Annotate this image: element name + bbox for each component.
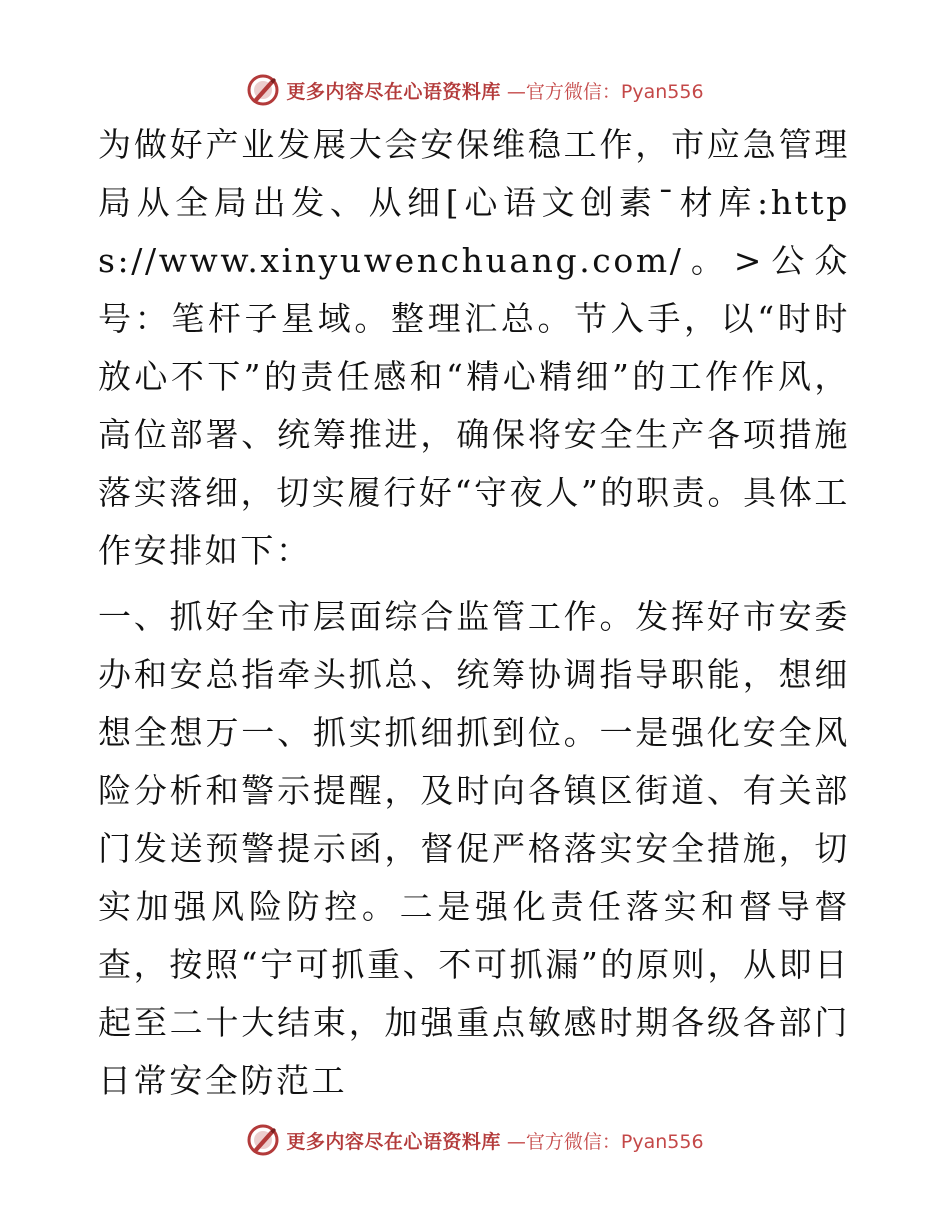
banner-brand-text: 更多内容尽在心语资料库 <box>286 1130 501 1153</box>
header-banner <box>0 70 950 110</box>
footer-banner <box>0 1120 950 1160</box>
paragraph-section-one: 一、抓好全市层面综合监管工作。发挥好市安委办和安总指牵头抓总、统筹协调指导职能，想细想全想万一、抓实抓细抓到位。一是强化安全风险分析和警示提醒，及时向各镇区街道、有关部门发送预警提示函，督促严格落实安全措施，切实加强风险防控。二是强化责任落实和督导督查，按照“宁可抓重、不可抓漏”的原则，从即日起至二十大结束，加强重点敏感时期各级各部门日常安全防范工 <box>98 597 850 1100</box>
seal-pen-logo-icon <box>246 73 280 107</box>
document-body <box>98 116 850 1110</box>
banner-contact-text: —官方微信：Pyan556 <box>506 1130 704 1153</box>
banner-brand-text: 更多内容尽在心语资料库 <box>286 80 501 103</box>
paragraph-intro: 为做好产业发展大会安保维稳工作，市应急管理局从全局出发、从细[心语文创素¯材库:https://www.xinyuwenchuang.com/。>公众号：笔杆子星域。整理汇总。节入手，以“时时放心不下”的责任感和“精心精细”的工作作风，高位部署、统筹推进，确保将安全生产各项措施落实落细，切实履行好“守夜人”的职责。具体工作安排如下： <box>98 125 850 570</box>
banner-contact-text: —官方微信：Pyan556 <box>506 80 704 103</box>
seal-pen-logo-icon <box>246 1123 280 1157</box>
